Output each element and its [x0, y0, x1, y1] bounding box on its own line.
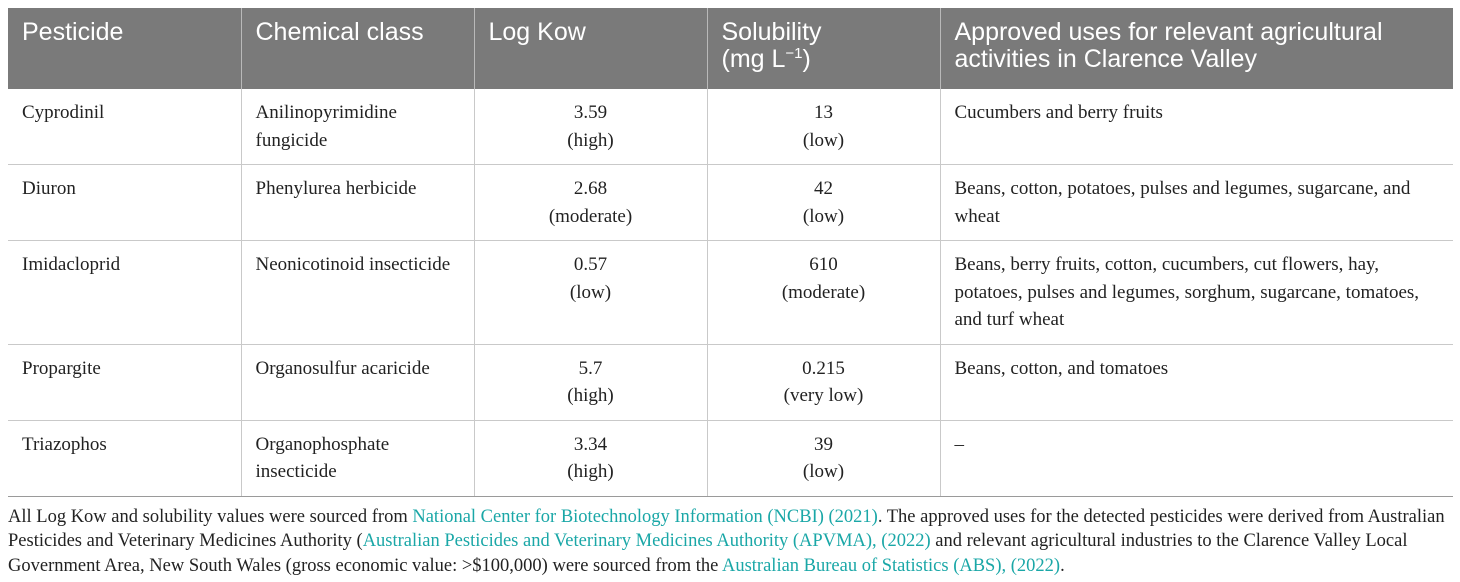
cell-approved-uses: – [940, 420, 1453, 496]
solubility-level: (low) [802, 461, 845, 482]
log-kow-value: 5.7 [578, 357, 603, 379]
citation-link-ncbi[interactable]: National Center for Biotechnology Information (NCBI) (2021) [412, 506, 878, 527]
log-kow-level: (high) [567, 385, 614, 406]
footnote-text-1: All Log Kow and solubility values were sourced from [8, 506, 413, 527]
table-row [8, 165, 1453, 241]
cell-log-kow [474, 165, 707, 241]
citation-link-abs[interactable]: Australian Bureau of Statistics (ABS), (2022) [721, 555, 1061, 576]
pesticide-table [8, 8, 1453, 497]
solubility-level: (moderate) [781, 281, 866, 303]
cell-approved-uses: Beans, cotton, and tomatoes [940, 344, 1453, 420]
cell-approved-uses: Cucumbers and berry fruits [940, 89, 1453, 165]
cell-chemical-class: Organosulfur acaricide [241, 344, 474, 420]
solubility-level: (low) [802, 205, 845, 227]
footnote-text-4: . [1060, 555, 1065, 576]
cell-chemical-class: Anilinopyrimidine fungicide [241, 89, 474, 165]
cell-log-kow [474, 420, 707, 496]
footnote-text-2: . The approved uses for the detected pesticides were derived from Australian Pesticides and Veterinary Medicines Authority ( [8, 506, 1445, 551]
log-kow-value: 3.59 [573, 102, 608, 123]
solubility-value: 42 [814, 178, 833, 199]
cell-chemical-class: Neonicotinoid insecticide [241, 241, 474, 345]
solubility-value: 13 [814, 102, 833, 123]
solubility-value: 39 [814, 433, 833, 455]
cell-solubility [707, 165, 940, 241]
cell-log-kow [474, 89, 707, 165]
cell-solubility [707, 420, 940, 496]
header-log-kow: Log Kow [474, 8, 707, 89]
header-solubility [707, 8, 940, 89]
cell-pesticide: Triazophos [8, 420, 241, 496]
header-solubility-title: Solubility [721, 18, 822, 46]
log-kow-value: 2.68 [573, 178, 608, 199]
cell-approved-uses: Beans, berry fruits, cotton, cucumbers, cut flowers, hay, potatoes, pulses and legumes, sorghum, sugarcane, tomatoes, and turf wheat [940, 241, 1453, 345]
table-row [8, 344, 1453, 420]
log-kow-value: 0.57 [573, 254, 608, 275]
log-kow-level: (low) [569, 281, 612, 303]
solubility-level: (very low) [783, 385, 864, 406]
table-footnote [8, 505, 1453, 579]
cell-solubility [707, 241, 940, 345]
log-kow-level: (high) [567, 461, 614, 482]
header-pesticide: Pesticide [8, 8, 241, 89]
solubility-level: (low) [802, 129, 845, 151]
table-row [8, 89, 1453, 165]
cell-pesticide: Diuron [8, 165, 241, 241]
citation-link-apvma[interactable]: Australian Pesticides and Veterinary Medicines Authority (APVMA), (2022) [362, 531, 931, 551]
cell-pesticide: Propargite [8, 344, 241, 420]
header-solubility-unit: (mg L [721, 45, 786, 73]
header-solubility-close: ) [802, 45, 811, 73]
header-approved-uses: Approved uses for relevant agricultural activities in Clarence Valley [940, 8, 1453, 89]
table-row [8, 420, 1453, 496]
table-container [8, 8, 1453, 578]
cell-pesticide: Cyprodinil [8, 89, 241, 165]
table-row [8, 241, 1453, 345]
header-chemical-class: Chemical class [241, 8, 474, 89]
header-solubility-exponent: −1 [785, 45, 803, 62]
table-header-row [8, 8, 1453, 89]
cell-approved-uses: Beans, cotton, potatoes, pulses and legumes, sugarcane, and wheat [940, 165, 1453, 241]
cell-pesticide: Imidacloprid [8, 241, 241, 345]
cell-log-kow [474, 344, 707, 420]
cell-chemical-class: Organophosphate insecticide [241, 420, 474, 496]
footnote-text-3: and relevant agricultural industries to the Clarence Valley Local Government Area, New South Wales (gross economic value: >$100,000) were sourced from the [8, 531, 1408, 576]
log-kow-value: 3.34 [573, 433, 608, 455]
solubility-value: 610 [809, 254, 838, 275]
cell-log-kow [474, 241, 707, 345]
log-kow-level: (high) [567, 129, 614, 151]
log-kow-level: (moderate) [548, 205, 633, 227]
cell-solubility [707, 344, 940, 420]
cell-solubility [707, 89, 940, 165]
cell-chemical-class: Phenylurea herbicide [241, 165, 474, 241]
solubility-value: 0.215 [802, 357, 845, 379]
